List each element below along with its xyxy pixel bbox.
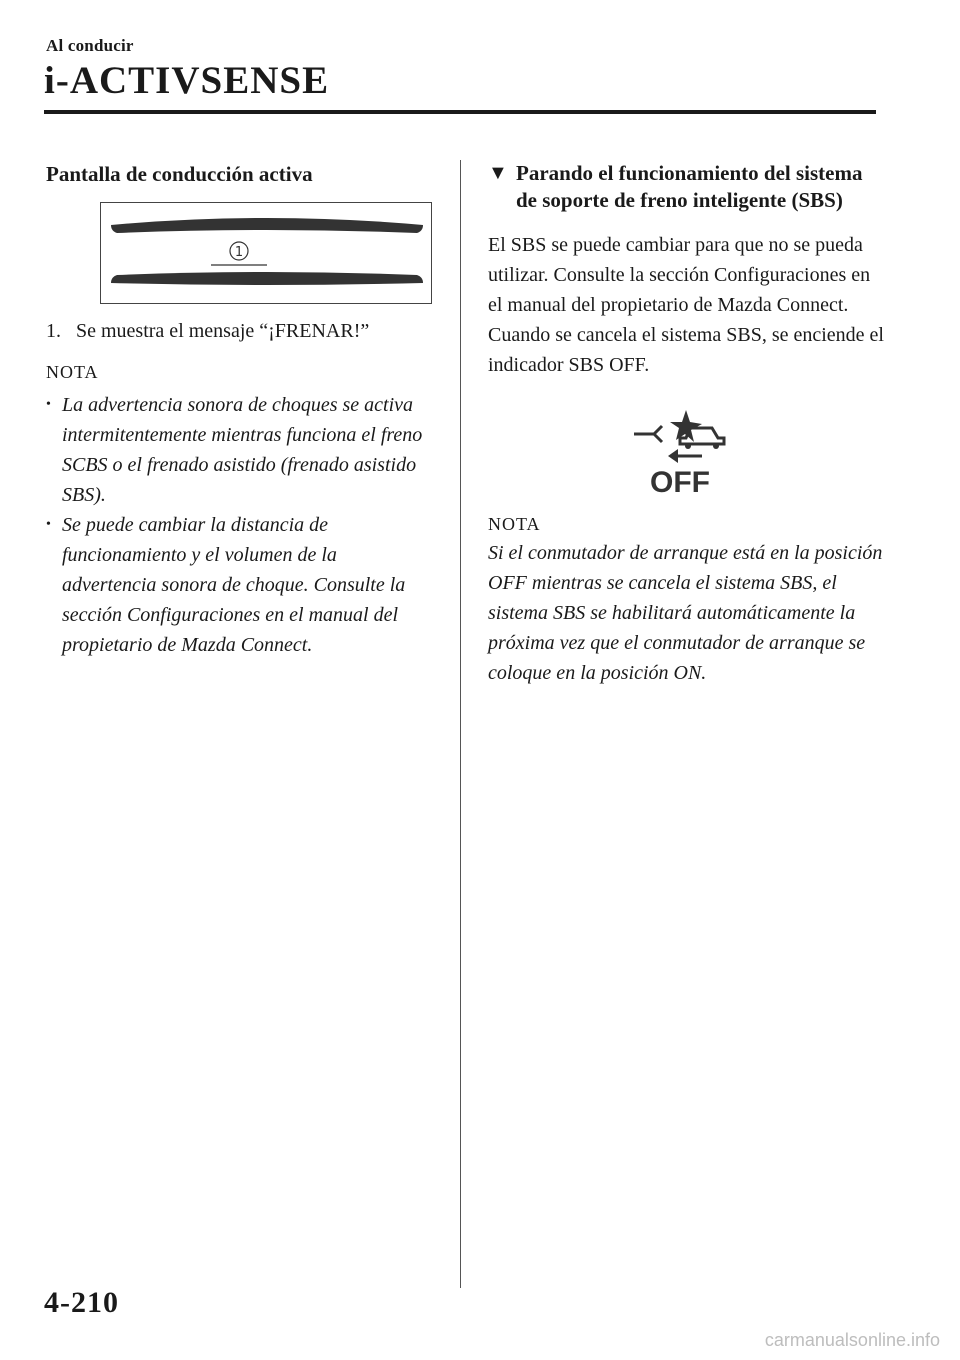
note-label: NOTA [488, 514, 541, 534]
off-label: OFF [650, 466, 710, 498]
note-text: Si el conmutador de arranque está en la posición OFF mientras se cancela el sistema SBS, el sistema SBS se habilitará automáticamente la próxima vez que el conmutador de arranque se coloque en la posición ON. [488, 542, 883, 684]
sbs-description-paragraph: El SBS se puede cambiar para que no se pueda utilizar. Consulte la sección Configuraciones en el manual del propietario de Mazda Connect. Cuando se cancela el sistema SBS, se enciende el indicador SBS OFF. [488, 234, 884, 376]
car-wheel-shape [685, 443, 691, 449]
section-heading-text: Parando el funcionamiento del sistema de soporte de freno inteligente (SBS) [516, 161, 863, 212]
lower-bar-shape [111, 272, 423, 285]
note-bullet: • Se puede cambiar la distancia de funcionamiento y el volumen de la advertencia sonora de choque. Consulte la sección Configuraciones en el manual del propietario de Mazda Connect. [46, 510, 436, 660]
car-wheel-shape [713, 443, 719, 449]
note-bullet: • La advertencia sonora de choques se activa intermitentemente mientras funciona el freno SCBS o el frenado asistido (frenado asistido SBS). [46, 390, 436, 510]
note-label: NOTA [46, 362, 99, 382]
watermark: carmanualsonline.info [764, 1330, 940, 1350]
front-car-shape [634, 426, 662, 442]
upper-bar-shape [111, 218, 423, 233]
section-marker-icon: ▼ [488, 162, 508, 184]
subheading-active-driving-display: Pantalla de conducción activa [46, 162, 313, 186]
page-number: 4-210 [44, 1286, 119, 1319]
callout-number: 1 [234, 245, 244, 260]
list-item-number: 1. [46, 320, 61, 342]
left-column [46, 160, 436, 660]
section-heading-sbs-stop [488, 160, 888, 214]
reverse-arrow-head [668, 449, 678, 463]
active-driving-display-figure [100, 202, 432, 304]
chapter-label: Al conducir [46, 36, 134, 55]
sbs-off-indicator-icon [628, 408, 728, 498]
right-column [488, 160, 888, 688]
list-item [46, 316, 436, 346]
note-bullet-list [46, 390, 436, 660]
column-divider [460, 160, 461, 1288]
windshield-display-illustration [101, 203, 433, 305]
header-divider [44, 110, 876, 114]
list-item-text: Se muestra el mensaje “¡FRENAR!” [76, 320, 370, 342]
section-title: i-ACTIVSENSE [44, 59, 330, 102]
